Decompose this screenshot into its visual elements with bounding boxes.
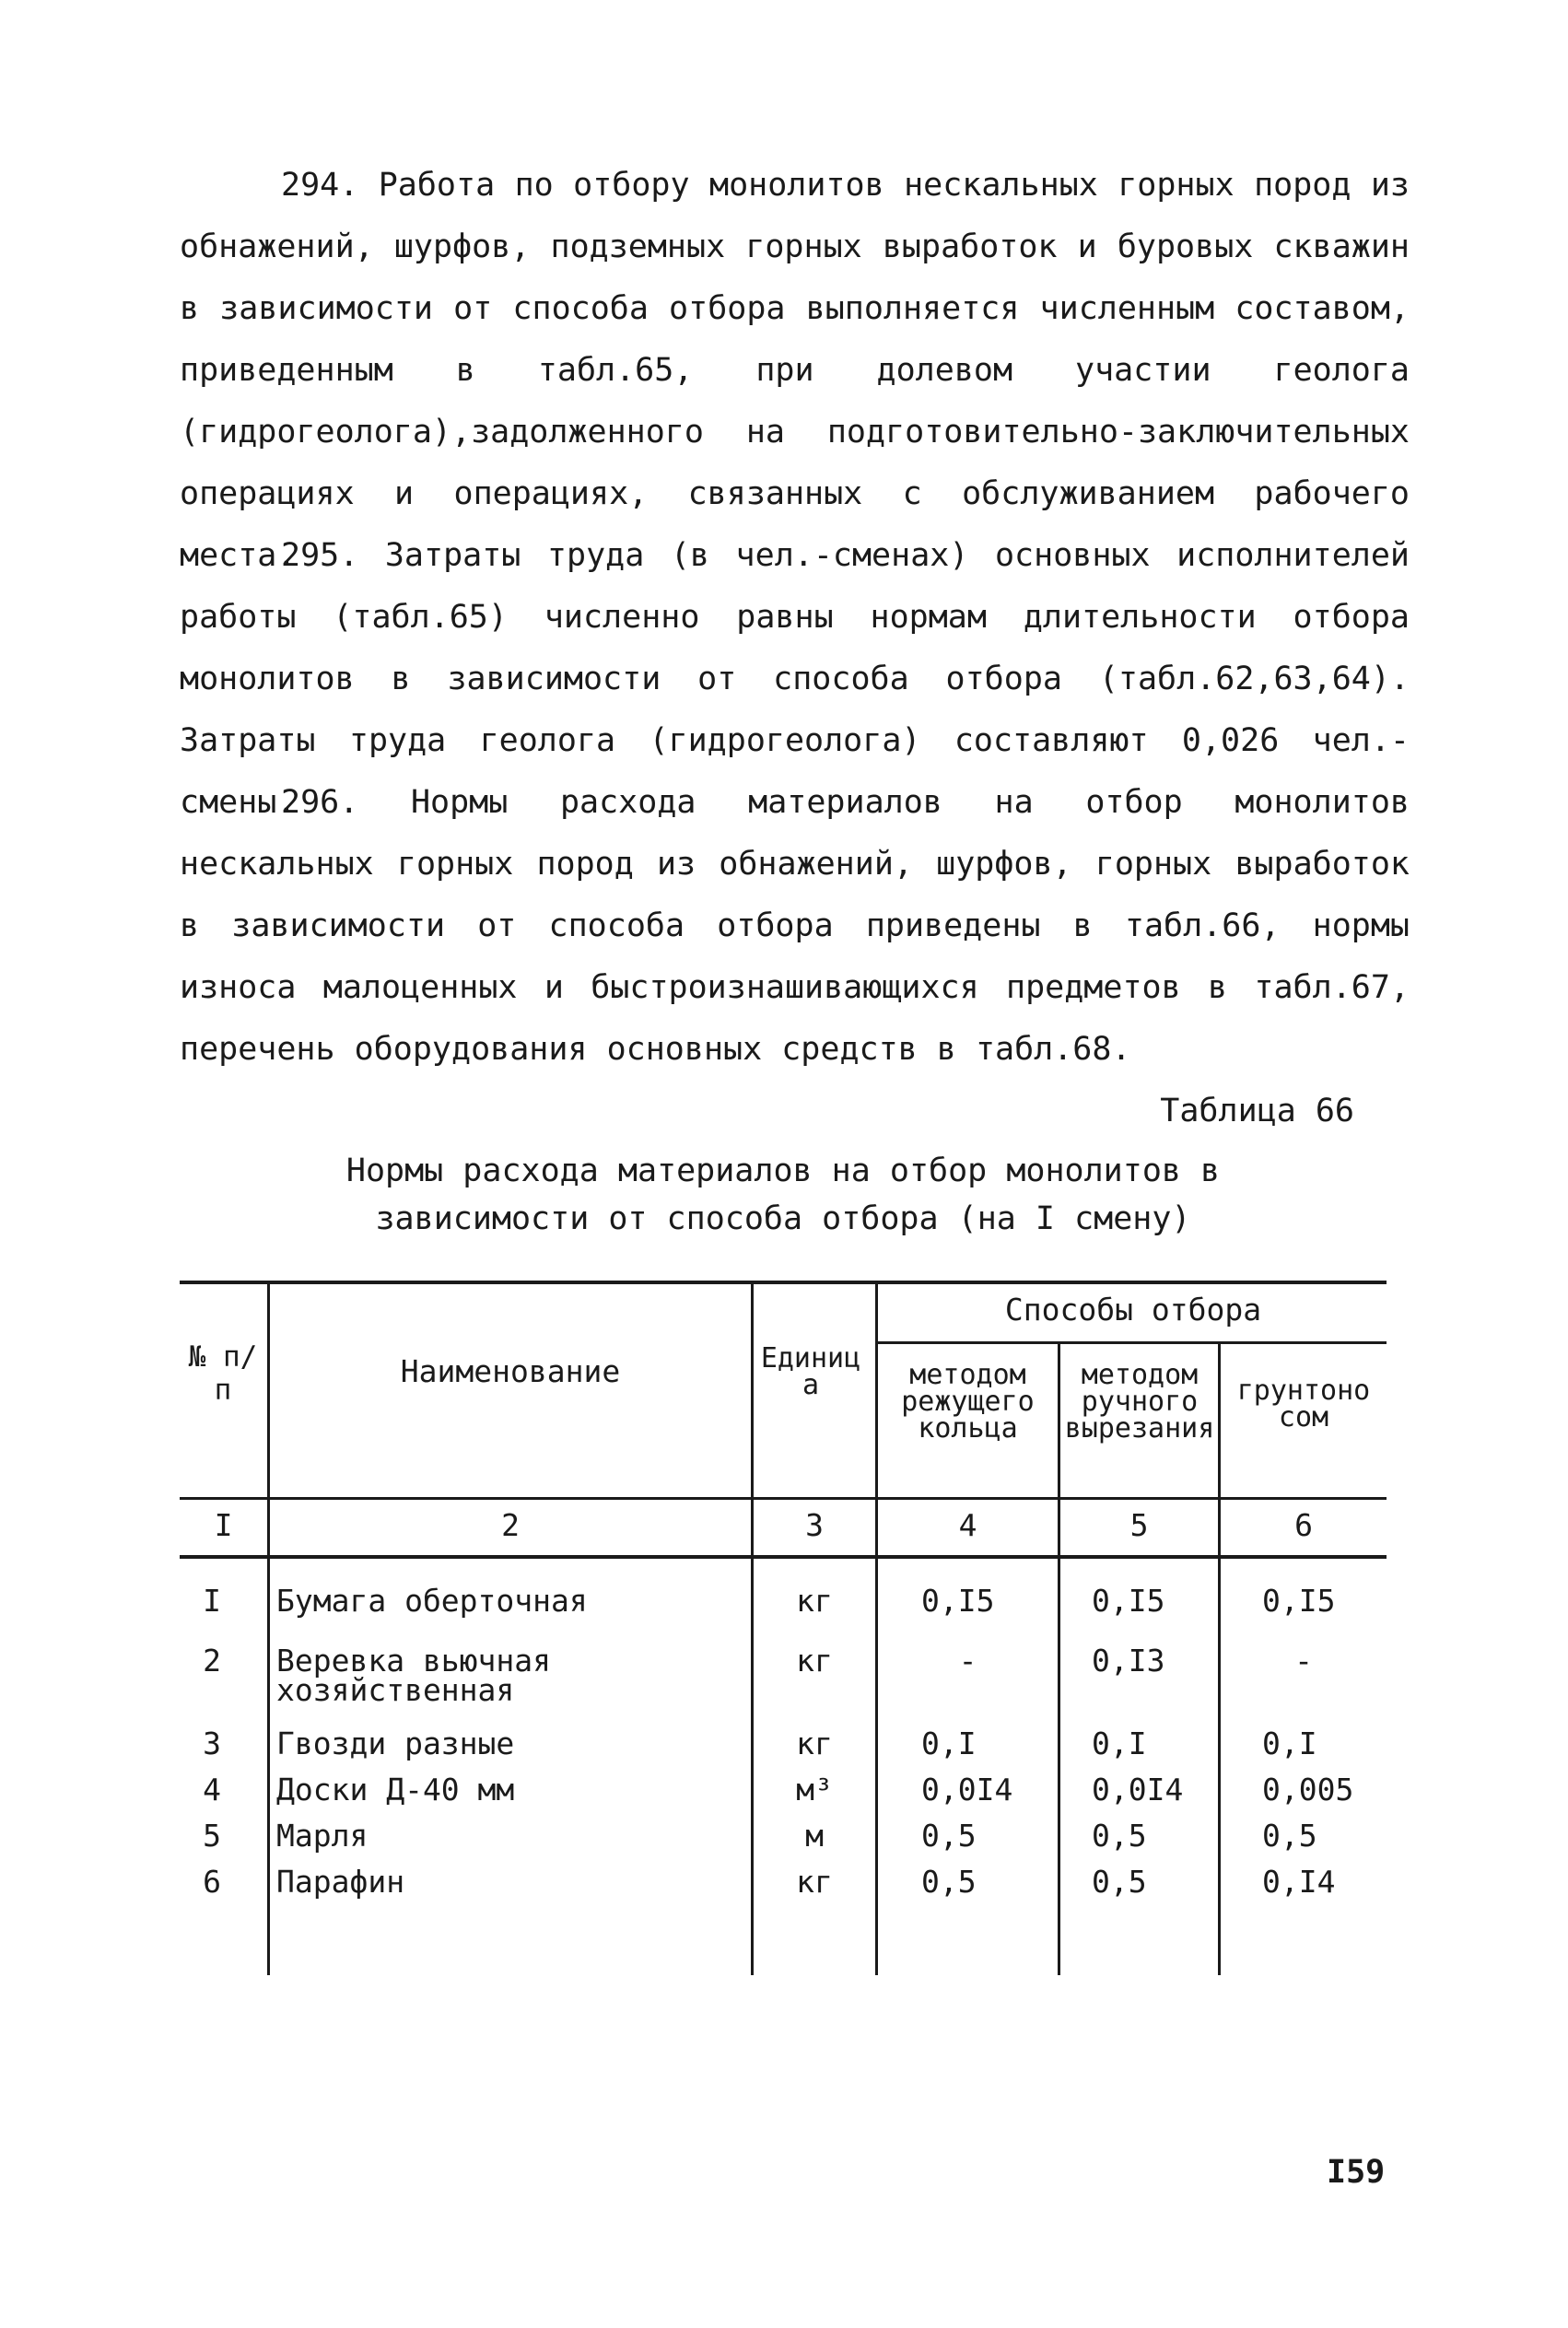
row-1-unit: кг <box>796 1583 833 1619</box>
row-2-unit: кг <box>796 1643 833 1679</box>
page-number: I59 <box>1327 2154 1386 2191</box>
table-top-rule <box>180 1281 1387 1284</box>
row-6-name: Парафин <box>276 1864 405 1900</box>
row-5-v2: 0,5 <box>1092 1818 1147 1854</box>
table-label: Таблица 66 <box>1160 1093 1354 1129</box>
row-1-num: I <box>203 1583 221 1619</box>
header-num: № п/п <box>188 1340 258 1407</box>
header-bottom-rule <box>180 1497 1387 1500</box>
row-4-num: 4 <box>203 1772 221 1807</box>
row-4-v2: 0,0I4 <box>1092 1772 1184 1807</box>
row-5-unit: м <box>805 1818 824 1854</box>
row-2-v2: 0,I3 <box>1092 1643 1165 1679</box>
row-3-name: Гвозди разные <box>276 1726 515 1761</box>
row-4-unit: м³ <box>796 1772 833 1807</box>
row-6-v2: 0,5 <box>1092 1864 1147 1900</box>
header-methods: Способы отбора <box>1004 1292 1262 1328</box>
row-5-num: 5 <box>203 1818 221 1854</box>
row-2-name: Веревка вьючная хозяйственная <box>276 1643 552 1708</box>
row-1-v3: 0,I5 <box>1262 1583 1336 1619</box>
col-divider-5 <box>1218 1343 1221 1975</box>
row-3-unit: кг <box>796 1726 833 1761</box>
row-6-num: 6 <box>203 1864 221 1900</box>
methods-rule <box>875 1341 1387 1344</box>
row-6-v3: 0,I4 <box>1262 1864 1336 1900</box>
colnum-1: I <box>214 1507 233 1543</box>
header-name: Наименование <box>400 1353 621 1389</box>
colnum-4: 4 <box>958 1507 977 1543</box>
row-4-v3: 0,005 <box>1262 1772 1354 1807</box>
paragraph-296: 296. Нормы расхода материалов на отбор монолитов нескальных горных пород из обнажений, шурфов, горных выработок в зависимости от способа отбора приведены в табл.66, нормы износа малоценных и быстроизнашивающихся предметов в табл.67, перечень оборудования основных средств в табл.68. <box>180 784 1410 1068</box>
row-3-v2: 0,I <box>1092 1726 1147 1761</box>
row-1-v2: 0,I5 <box>1092 1583 1165 1619</box>
paragraph-295: 295. Затраты труда (в чел.-сменах) основных исполнителей работы (табл.65) численно равны нормам длительности отбора монолитов в зависимости от способа отбора (табл.62,63,64). Затраты труда геолога (гидрогеолога) составляют 0,026 чел.-смены. <box>180 537 1410 821</box>
colnum-5: 5 <box>1129 1507 1149 1543</box>
col-divider-4 <box>1058 1343 1060 1975</box>
row-4-name: Доски Д-40 мм <box>276 1772 515 1807</box>
row-5-name: Марля <box>276 1818 369 1854</box>
colnum-2: 2 <box>501 1507 520 1543</box>
header-method-2: методом ручного вырезания <box>1064 1359 1215 1445</box>
paragraph-294: 294. Работа по отбору монолитов нескальных горных пород из обнажений, шурфов, подземных горных выработок и буровых скважин в зависимости от способа отбора выполняется численным составом, приведенным в табл.65, при долевом участии геолога (гидрогеолога),задолженного на подготовительно-заключительных операциях и операциях, связанных с обслуживанием рабочего места. <box>180 167 1410 574</box>
row-5-v3: 0,5 <box>1262 1818 1317 1854</box>
row-3-num: 3 <box>203 1726 221 1761</box>
table-title <box>184 1147 1382 1243</box>
row-4-v1: 0,0I4 <box>921 1772 1013 1807</box>
row-5-v1: 0,5 <box>921 1818 977 1854</box>
header-method-3: грунтоносом <box>1236 1375 1371 1433</box>
col-divider-3 <box>875 1282 878 1975</box>
table-title-line-2: зависимости от способа отбора (на I смену) <box>375 1200 1191 1237</box>
colnum-3: 3 <box>805 1507 824 1543</box>
row-2-num: 2 <box>203 1643 221 1679</box>
row-3-v1: 0,I <box>921 1726 977 1761</box>
row-3-v3: 0,I <box>1262 1726 1317 1761</box>
col-divider-2 <box>751 1282 754 1975</box>
row-6-unit: кг <box>796 1864 833 1900</box>
row-1-name: Бумага оберточная <box>276 1583 588 1619</box>
row-6-v1: 0,5 <box>921 1864 977 1900</box>
row-2-v3: - <box>1294 1643 1313 1679</box>
header-method-1: методом режущего кольца <box>901 1359 1035 1445</box>
row-2-v1: - <box>958 1643 977 1679</box>
table-title-line-1: Нормы расхода материалов на отбор монолитов в <box>345 1152 1221 1189</box>
colnums-bottom-rule <box>180 1555 1387 1559</box>
colnum-6: 6 <box>1294 1507 1313 1543</box>
col-divider-1 <box>267 1282 270 1975</box>
header-unit: Единица <box>760 1342 861 1401</box>
row-1-v1: 0,I5 <box>921 1583 995 1619</box>
